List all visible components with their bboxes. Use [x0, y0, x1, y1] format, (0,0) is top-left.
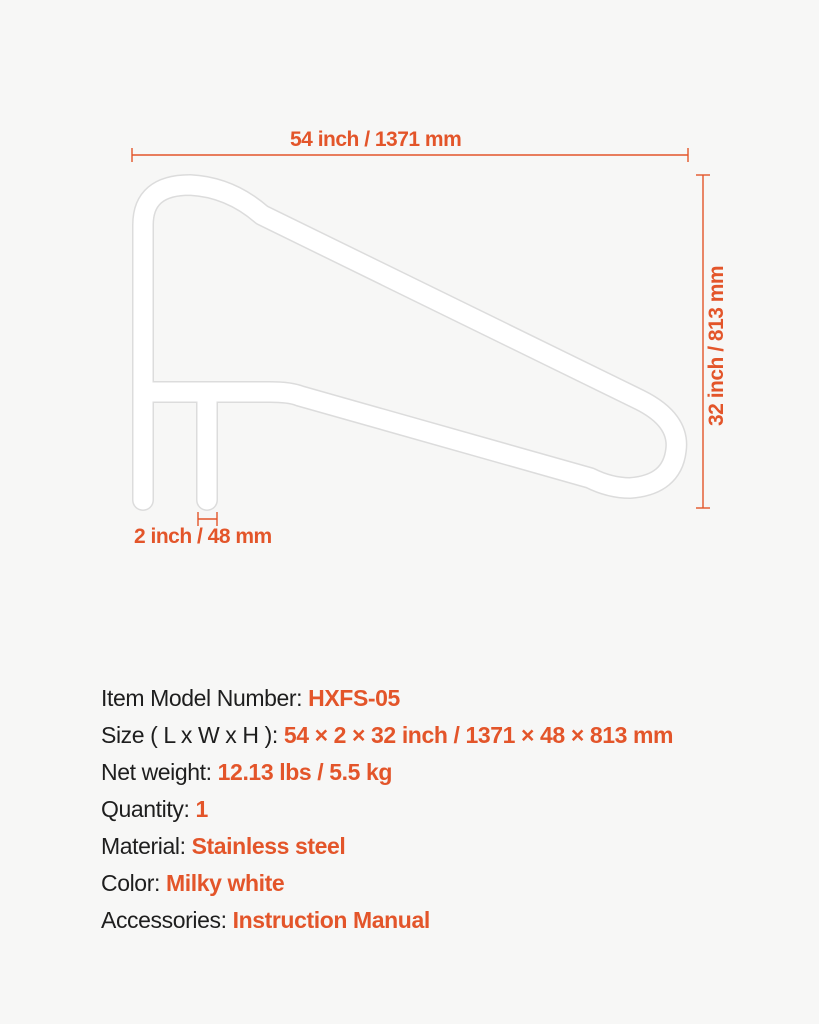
pipe-dimension-label: 2 inch / 48 mm — [134, 525, 272, 548]
spec-value: 12.13 lbs / 5.5 kg — [217, 759, 393, 785]
spec-label: Quantity: — [101, 796, 190, 822]
spec-row-color — [101, 865, 801, 902]
spec-value: HXFS-05 — [308, 685, 400, 711]
handrail-tube — [143, 185, 676, 500]
spec-row-model — [101, 680, 801, 717]
width-dimension-label: 54 inch / 1371 mm — [290, 128, 462, 151]
spec-value: Milky white — [165, 870, 285, 896]
spec-row-material — [101, 828, 801, 865]
height-dimension-label: 32 inch / 813 mm — [705, 265, 728, 426]
spec-label: Accessories: — [101, 907, 227, 933]
spec-list — [101, 680, 801, 939]
spec-label: Item Model Number: — [101, 685, 303, 711]
spec-value: 1 — [195, 796, 208, 822]
spec-label: Net weight: — [101, 759, 212, 785]
spec-label: Material: — [101, 833, 186, 859]
spec-value: Instruction Manual — [232, 907, 430, 933]
spec-row-quantity — [101, 791, 801, 828]
spec-row-size — [101, 717, 801, 754]
spec-label: Size ( L x W x H ): — [101, 722, 278, 748]
spec-value: Stainless steel — [191, 833, 346, 859]
spec-row-accessories — [101, 902, 801, 939]
handrail-tube-outline — [143, 185, 676, 500]
spec-label: Color: — [101, 870, 160, 896]
pipe-dimension-line — [198, 512, 217, 526]
spec-row-weight — [101, 754, 801, 791]
spec-value: 54 × 2 × 32 inch / 1371 × 48 × 813 mm — [283, 722, 674, 748]
